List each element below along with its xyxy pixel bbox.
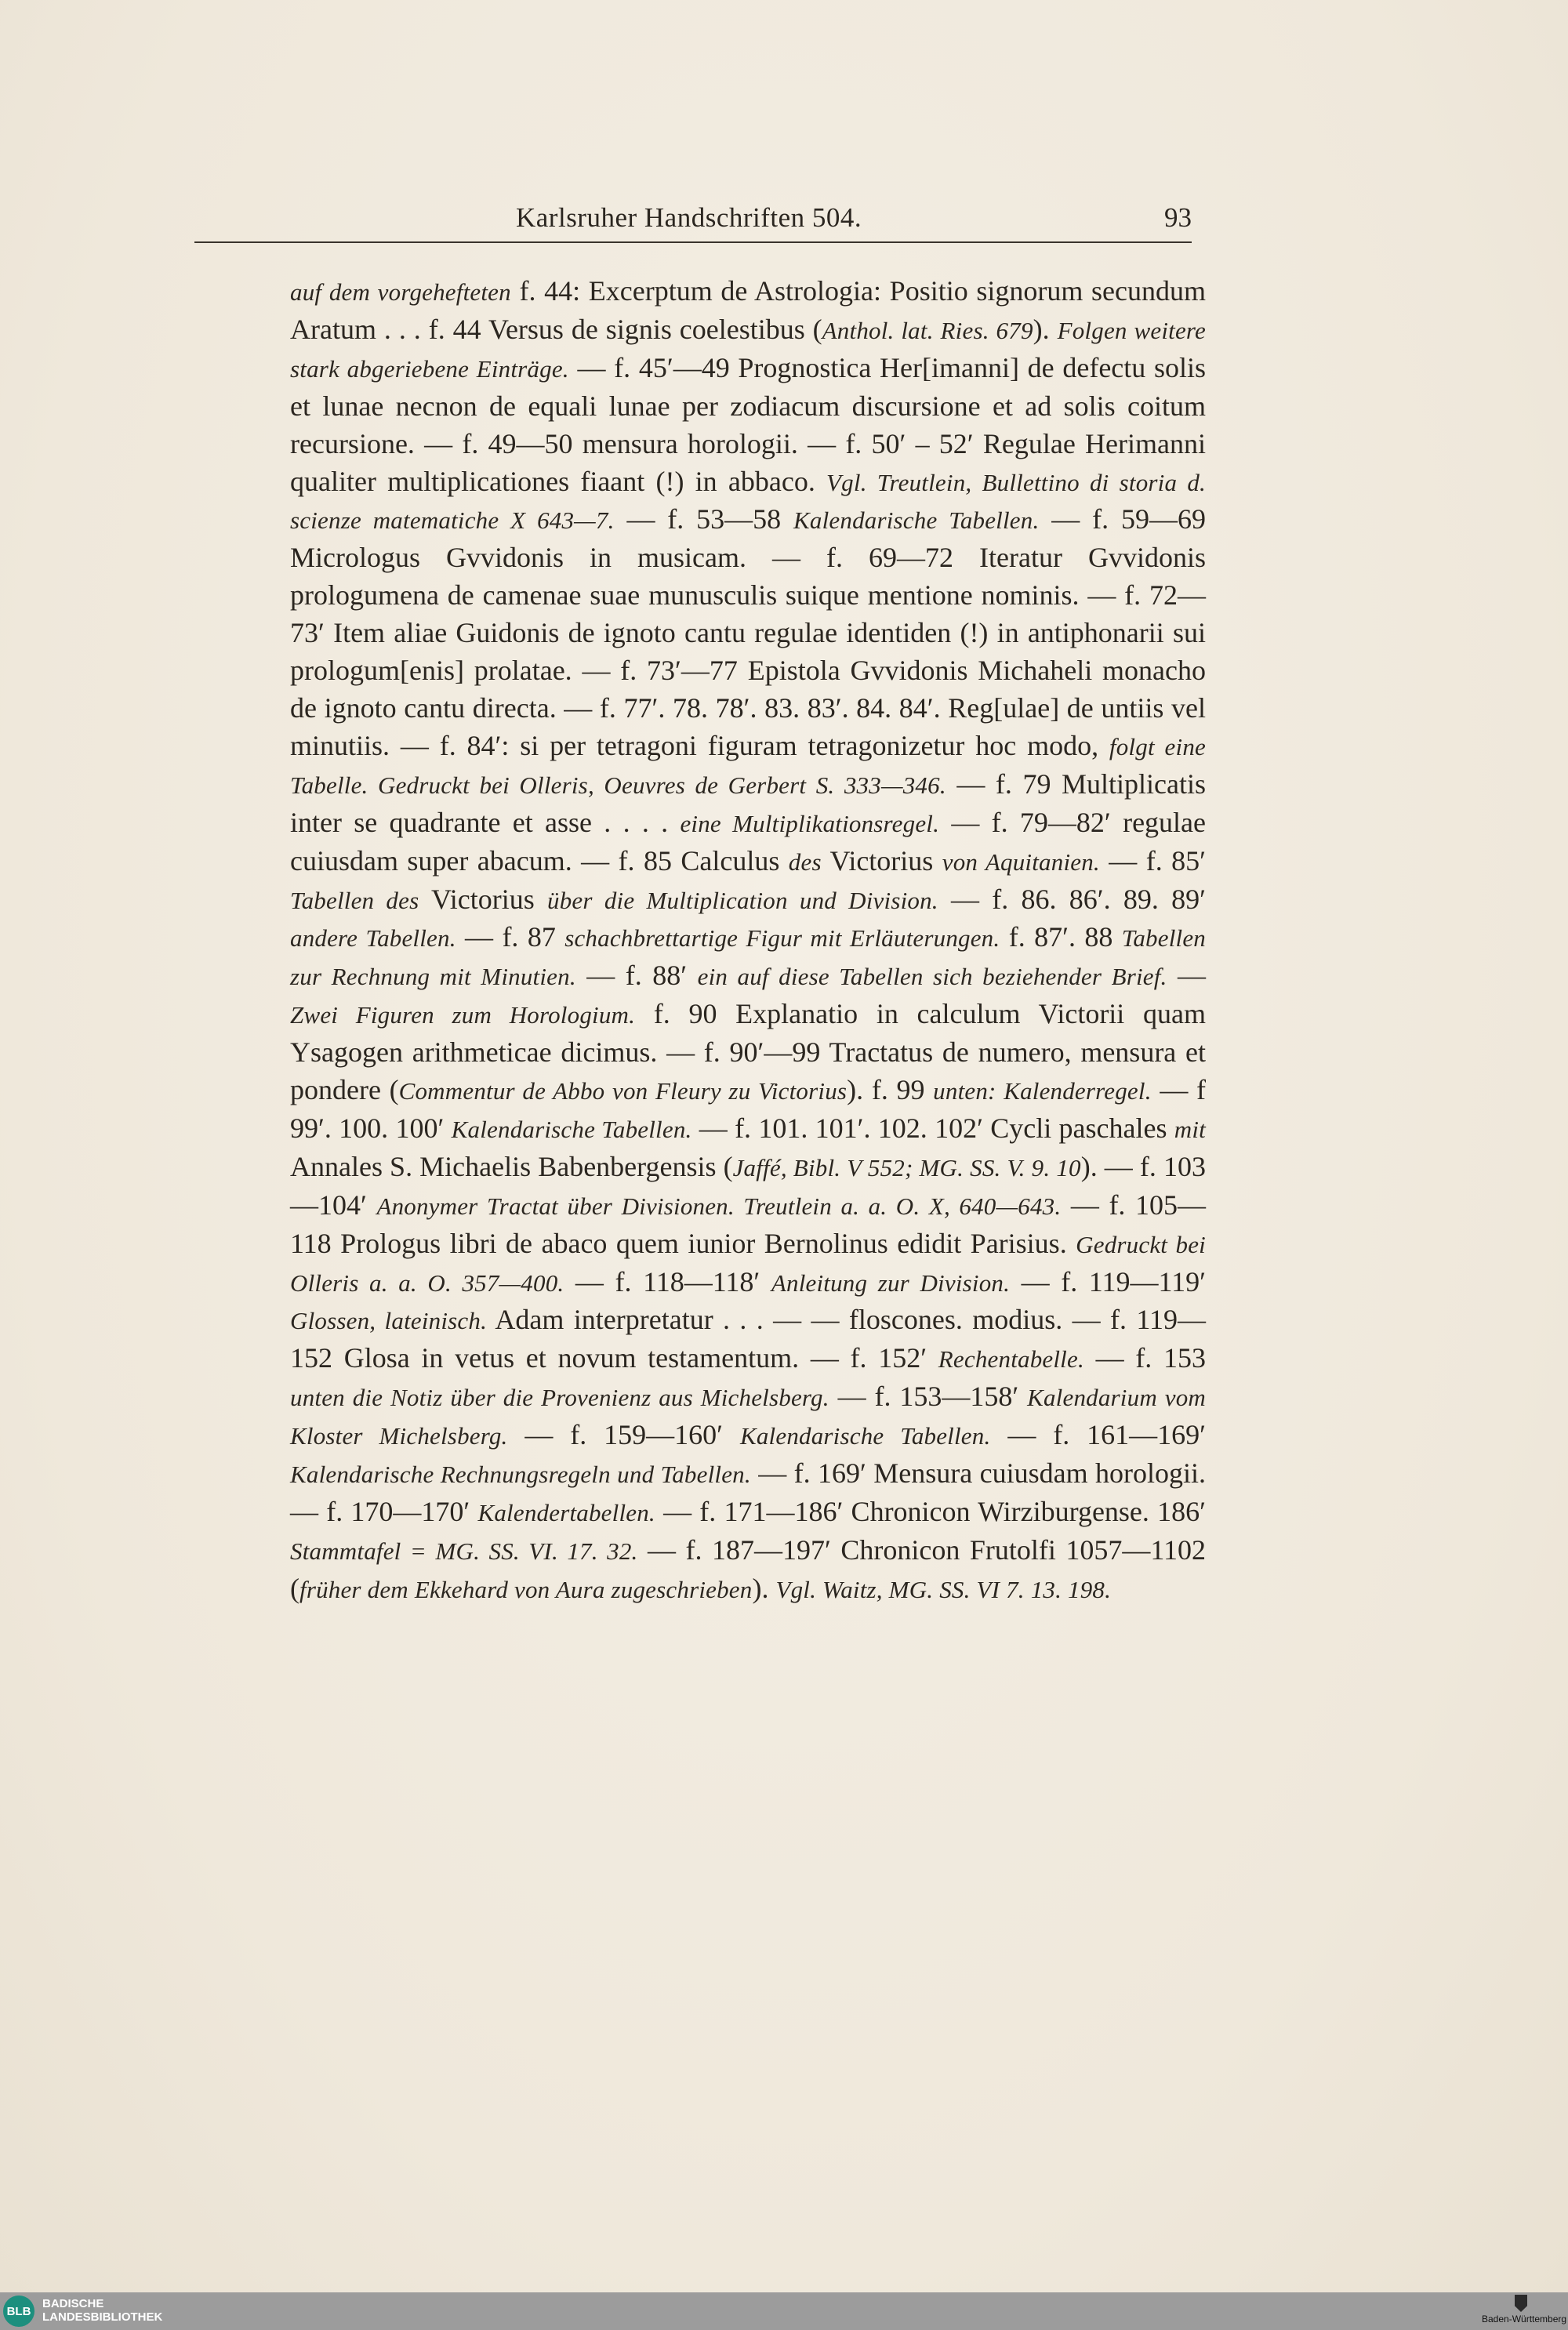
coat-of-arms-icon <box>1515 2295 1527 2312</box>
page-number: 93 <box>1164 202 1192 233</box>
running-title: Karlsruher Handschriften 504. <box>516 202 862 233</box>
library-name[interactable] <box>42 2297 162 2324</box>
blb-logo-icon[interactable]: BLB <box>3 2296 34 2327</box>
baden-wuerttemberg-mark[interactable] <box>1482 2295 1567 2328</box>
state-name: Baden-Württemberg <box>1482 2314 1567 2325</box>
catalog-entry-text: auf dem vorgehefteten f. 44: Excerptum de Astrologia: Positio signorum secundum Aratum . . . f. 44 Versus de signis coelestibus (Anthol. lat. Ries. 679). Folgen weitere stark abgeriebene Einträge. — f. 45′—49 Prognostica Her[imanni] de defectu solis et lunae necnon de equali lunae per zodiacum discursione et ad solis coitum recursione. — f. 49—50 mensura horologii. — f. 50′ – 52′ Regulae Herimanni qualiter multiplicationes fiaant (!) in abbaco. Vgl. Treutlein, Bullettino di storia d. scienze matematiche X 643—7. — f. 53—58 Kalendarische Tabellen. — f. 59—69 Micrologus Gvvidonis in musicam. — f. 69—72 Iteratur Gvvidonis prologumena de camenae suae munusculis suique mentione nominis. — f. 72—73′ Item aliae Guidonis de ignoto cantu regulae identiden (!) in antiphonarii sui prologum[enis] prolatae. — f. 73′—77 Epistola Gvvidonis Michaheli monacho de ignoto cantu directa. — f. 77′. 78. 78′. 83. 83′. 84. 84′. Reg[ulae] de untiis vel minutiis. — f. 84′: si per tetragoni figuram tetragonizetur hoc modo, folgt eine Tabelle. Gedruckt bei Olleris, Oeuvres de Gerbert S. 333—346. — f. 79 Multiplicatis inter se quadrante et asse . . . . eine Multiplikationsregel. — f. 79—82′ regulae cuiusdam super abacum. — f. 85 Calculus des Victorius von Aquitanien. — f. 85′ Tabellen des Victorius über die Multiplication und Division. — f. 86. 86′. 89. 89′ andere Tabellen. — f. 87 schachbrettartige Figur mit Erläuterungen. f. 87′. 88 Tabellen zur Rechnung mit Minutien. — f. 88′ ein auf diese Tabellen sich beziehender Brief. — Zwei Figuren zum Horologium. f. 90 Explanatio in calculum Victorii quam Ysagogen arithmeticae dicimus. — f. 90′—99 Tractatus de numero, mensura et pondere (Commentur de Abbo von Fleury zu Victorius). f. 99 unten: Kalenderregel. — f 99′. 100. 100′ Kalendarische Tabellen. — f. 101. 101′. 102. 102′ Cycli paschales mit Annales S. Michaelis Babenbergensis (Jaffé, Bibl. V 552; MG. SS. V. 9. 10). — f. 103—104′ Anonymer Tractat über Divisionen. Treutlein a. a. O. X, 640—643. — f. 105—118 Prologus libri de abaco quem iunior Bernolinus edidit Parisius. Gedruckt bei Olleris a. a. O. 357—400. — f. 118—118′ Anleitung zur Division. — f. 119—119′ Glossen, lateinisch. Adam interpretatur . . . — — floscones. modius. — f. 119—152 Glosa in vetus et novum testamentum. — f. 152′ Rechentabelle. — f. 153 unten die Notiz über die Provenienz aus Michelsberg. — f. 153—158′ Kalendarium vom Kloster Michelsberg. — f. 159—160′ Kalendarische Tabellen. — f. 161—169′ Kalendarische Rechnungsregeln und Tabellen. — f. 169′ Mensura cuiusdam horologii. — f. 170—170′ Kalendertabellen. — f. 171—186′ Chronicon Wirziburgense. 186′ Stammtafel = MG. SS. VI. 17. 32. — f. 187—197′ Chronicon Frutolfi 1057—1102 (früher dem Ekkehard von Aura zugeschrieben). Vgl. Waitz, MG. SS. VI 7. 13. 198. <box>290 275 1207 1604</box>
viewer-footer-bar <box>0 2292 1568 2330</box>
library-name-line1: BADISCHE <box>42 2297 104 2310</box>
running-head <box>194 202 1192 243</box>
library-name-line2: LANDESBIBLIOTHEK <box>42 2310 163 2324</box>
